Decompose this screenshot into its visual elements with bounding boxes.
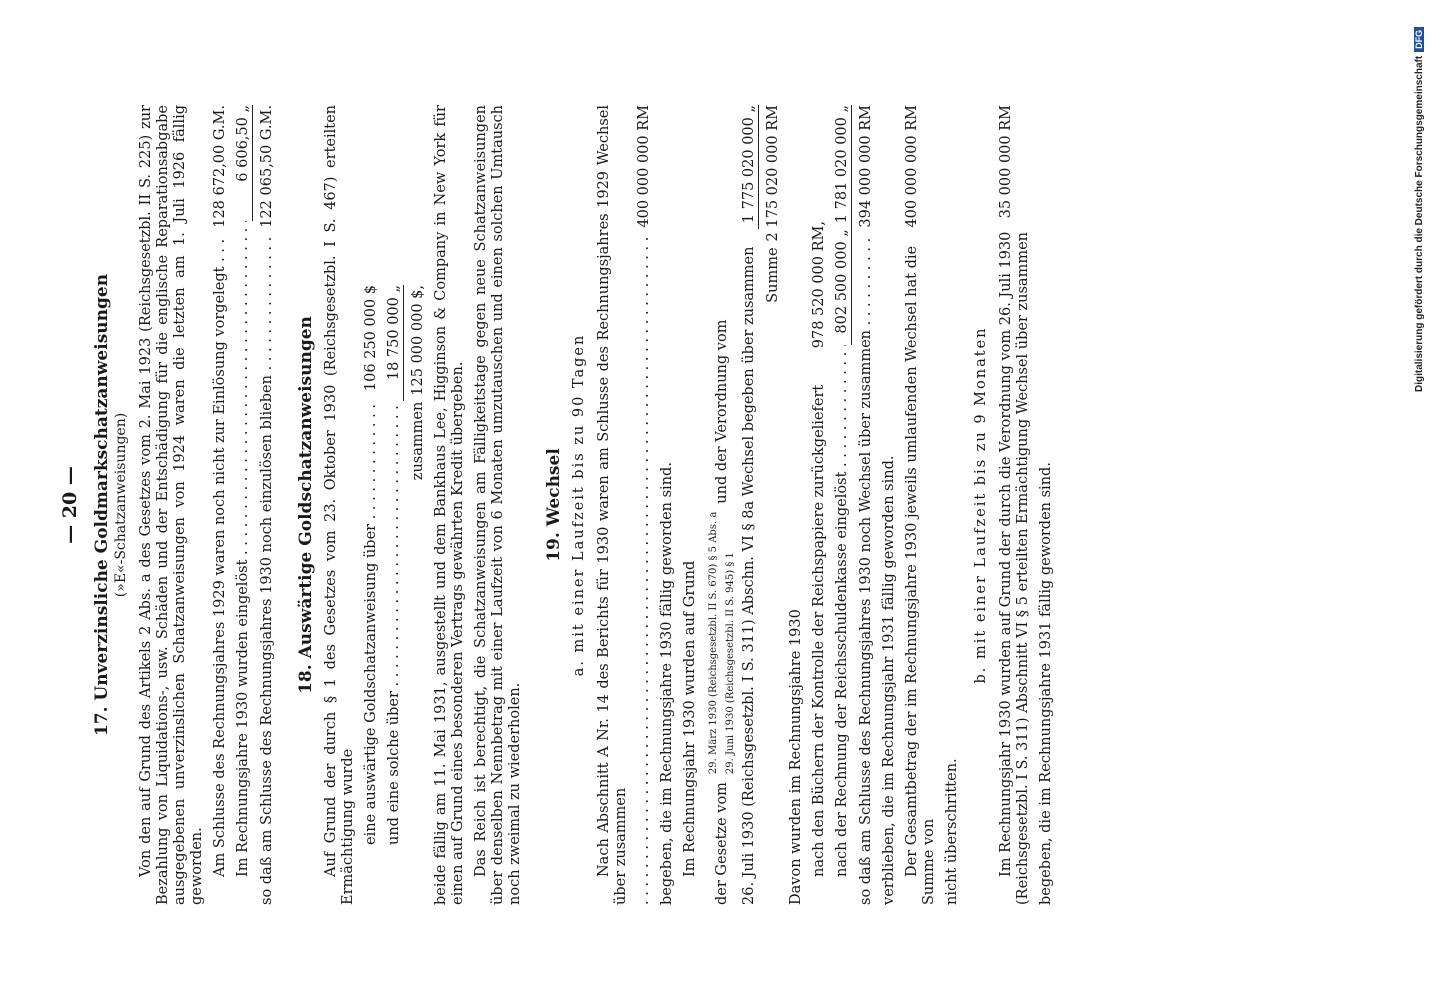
s17-row3-label: so daß am Schlusse des Rechnungsjahres 1930 noch einzulösen blieben . . . (259, 234, 276, 905)
s19-summe-label: Summe (765, 247, 781, 303)
s19-rest-label: so daß am Schlusse des Rechnungsjahres 1930 noch Wechsel über zusammen . . . (858, 234, 875, 905)
s17-row1-value: 128 672,00 G.M. (212, 105, 228, 228)
s19-law-note2: 29. Juni 1930 (Reichsgesetzbl. II S. 945) § 1 (725, 552, 736, 775)
credit-text: Digitalisierung gefördert durch die Deutsche Forschungsgemeinschaft (1413, 55, 1425, 392)
s18-row1 (363, 285, 380, 845)
s19-law-line2 (741, 105, 759, 905)
s19-gesamt-row (904, 105, 938, 905)
s17-row1-label: Am Schlusse des Rechnungsjahres 1929 waren noch nicht zur Einlösung vorgelegt . . . (212, 234, 229, 905)
s19-davon: Davon wurden im Rechnungsjahre 1930 (788, 609, 804, 905)
s19-b-value: 35 000 000 RM (998, 105, 1014, 219)
s19-d2-label: nach der Rechnung der Reichsschuldenkasse eingelöst . . . (834, 345, 851, 877)
s17-row-eingeloest (235, 105, 253, 905)
s18-row1-value: 106 250 000 $ (363, 285, 379, 392)
s19-d2-value: 802 500 000 „ (834, 229, 852, 345)
credit-rotated (1408, 0, 1430, 392)
page-number: — 20 — (59, 466, 81, 544)
s19-b-text: Im Rechnungsjahr 1930 wurden auf Grund der durch die Verordnung vom 26. Juli 1930 (Reichsgesetzbl. I S. 311) Abschnitt VI § 5 erteilten Ermächtigung Wechsel über zusammen (998, 231, 1031, 905)
s19-gesamt-end: nicht überschritten. (944, 758, 960, 905)
s19-a-p1-dots (636, 234, 653, 905)
s19-law-value: 1 775 020 000 „ (741, 105, 759, 229)
s19-summe-value: 2 175 020 000 RM (765, 105, 781, 242)
s17-row2-label: Im Rechnungsjahre 1930 wurden eingelöst . . . (235, 221, 252, 905)
s19-a-p1 (596, 105, 630, 905)
s19-a-p1-end: begeben, die im Rechnungsjahre 1930 fällig geworden sind. (659, 462, 675, 905)
section-18-p1: beide fällig am 11. Mai 1931, ausgestellt und dem Bankhaus Lee, Higginson & Company in New York für einen auf Grund eines besonderen Vertrags gewährten Kredit übergeben. (433, 105, 466, 905)
s19-b-heading: b. mit einer Laufzeit bis zu 9 Monaten (973, 326, 989, 684)
s18-sum-value: 125 000 000 $, (410, 285, 426, 396)
s19-d1-row (811, 105, 828, 877)
s19-law-line2-text: 26. Juli 1930 (Reichsgesetzbl. I S. 311) Abschn. VI § 8a Wechsel begeben über zusammen (741, 246, 757, 905)
section-17-subtitle: (»E«-Schatzanweisungen) (113, 412, 129, 598)
s19-a-p1-row (636, 105, 653, 905)
s19-d2-row (834, 105, 852, 877)
s19-law-prefix: der Gesetze vom (713, 782, 730, 905)
section-18-intro: Auf Grund der durch § 1 des Gesetzes vom 23. Oktober 1930 (Reichsgesetzbl. I S. 467) erteilten Ermächtigung wurde (323, 105, 356, 905)
s19-a-p1-value: 400 000 000 RM (636, 105, 652, 228)
document-body (59, 105, 1061, 905)
s19-d1-label: nach den Büchern der Kontrolle der Reichspapiere zurückgeliefert (811, 384, 827, 877)
s18-row1-label: eine auswärtige Goldschatzanweisung über . . . (363, 401, 380, 845)
s19-davon-list (811, 105, 852, 905)
s19-law-suffix: und der Verordnung vom (713, 319, 730, 504)
s18-row-sum (410, 285, 427, 845)
s19-d-total: 1 781 020 000 „ (834, 105, 852, 229)
section-18-title: 18. Auswärtige Goldschatzanweisungen (296, 316, 316, 694)
section-19-title: 19. Wechsel (544, 448, 564, 562)
s19-gesamt-value: 400 000 000 RM (904, 105, 920, 228)
s19-a-heading: a. mit einer Laufzeit bis zu 90 Tagen (571, 333, 587, 677)
s19-b-end: begeben, die im Rechnungsjahre 1931 fällig geworden sind. (1038, 462, 1054, 905)
s19-law-row (705, 105, 739, 905)
s19-rest-end: verblieben, die im Rechnungsjahr 1931 fällig geworden sind. (881, 455, 897, 905)
s19-d1-value: 978 520 000 RM, (811, 221, 827, 349)
s19-law-notes (705, 512, 739, 774)
s18-sum-label: zusammen (410, 401, 426, 481)
section-17-intro: Von den auf Grund des Artikels 2 Abs. a des Gesetzes vom 2. Mai 1923 (Reichsgesetzbl. II S. 225) zur Bezahlung von Liquidations-, usw. Schäden und der Entschädigung für die englische Reparationsabgabe ausgegebenen unverzinslichen Schatzanweisungen von 1924 waren die letzten am 1. Juli 1926 fällig geworden. (138, 105, 205, 905)
s17-row3-value: 122 065,50 G.M. (259, 105, 275, 228)
s19-law-note1: 29. März 1930 (Reichsgesetzbl. II S. 670) § 5 Abs. a (708, 511, 719, 775)
s19-b-row (998, 105, 1032, 905)
digitization-credit (1408, 0, 1434, 1000)
s18-row2-label: und eine solche über . . . (386, 401, 403, 845)
s19-gesamt-text: Der Gesamtbetrag der im Rechnungsjahre 1930 jeweils umlaufenden Wechsel hat die Summe von (904, 245, 937, 905)
section-18-p2: Das Reich ist berechtigt, die Schatzanweisungen am Fälligkeitstage gegen neue Schatzanweisungen über denselben Nennbetrag mit einer Laufzeit von 6 Monaten umzutauschen und einen solchen Umtausch noch zweimal zu wiederholen. (473, 105, 523, 905)
s18-row2 (386, 285, 404, 845)
dfg-logo: DFG (1414, 27, 1424, 52)
s18-row2-value: 18 750 000 „ (386, 285, 404, 401)
s19-rest-value: 394 000 000 RM (858, 105, 874, 228)
s19-rest-row (858, 105, 875, 905)
s19-a-p2: Im Rechnungsjahr 1930 wurden auf Grund (682, 560, 698, 877)
section-17-title: 17. Unverzinsliche Goldmarkschatzanweisungen (92, 273, 112, 737)
s17-row2-value: 6 606,50 „ (235, 105, 253, 221)
s19-a-p1-text: Nach Abschnitt A Nr. 14 des Berichts für 1930 waren am Schlusse des Rechnungsjahres 1929 Wechsel über zusammen (596, 105, 629, 905)
s19-summe-row (765, 105, 782, 905)
s17-row-verblieben (259, 105, 276, 905)
s17-row-vorgelegt (212, 105, 229, 905)
